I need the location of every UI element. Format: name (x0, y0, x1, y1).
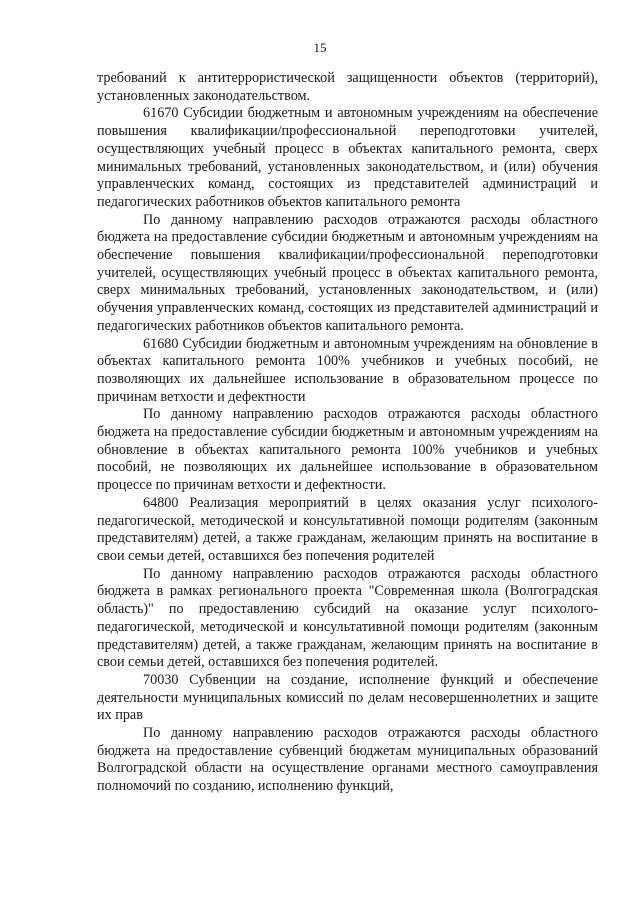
paragraph-61680-heading: 61680 Субсидии бюджетным и автономным учреждениям на обновление в объектах капитального ремонта 100% учебников и учебных пособий, не позволяющих их дальнейшее использование в образовательном процессе по причинам ветхости и дефектности (97, 335, 598, 405)
paragraph-61670-heading: 61670 Субсидии бюджетным и автономным учреждениям на обеспечение повышения квалификации/профессиональной переподготовки учителей, осуществляющих учебный процесс в объектах капитального ремонта, сверх минимальных требований, установленных законодательством, и (или) обучения управленческих команд, состоящих из представителей администраций и педагогических работников объектов капитального ремонта (97, 105, 598, 210)
page-number: 15 (313, 40, 327, 55)
paragraph-61670-description: По данному направлению расходов отражаются расходы областного бюджета на предоставление субсидии бюджетным и автономным учреждениям на обеспечение повышения квалификации/профессиональной переподготовки учителей, осуществляющих учебный процесс в объектах капитального ремонта, сверх минимальных требований, установленных законодательством, и (или) обучения управленческих команд, состоящих из представителей администраций и педагогических работников объектов капитального ремонта. (97, 211, 598, 334)
document-body (97, 70, 598, 796)
paragraph-70030-description: По данному направлению расходов отражаются расходы областного бюджета на предоставление субвенций бюджетам муниципальных образований Волгоградской области на осуществление органами местного самоуправления полномочий по созданию, исполнению функций, (97, 725, 598, 795)
paragraph-70030-heading: 70030 Субвенции на создание, исполнение функций и обеспечение деятельности муниципальных комиссий по делам несовершеннолетних и защите их прав (97, 671, 598, 724)
paragraph-64800-heading: 64800 Реализация мероприятий в целях оказания услуг психолого-педагогической, методической и консультативной помощи родителям (законным представителям) детей, а также гражданам, желающим принять на воспитание в свои семьи детей, оставшихся без попечения родителей (97, 494, 598, 564)
paragraph-64800-description: По данному направлению расходов отражаются расходы областного бюджета в рамках регионального проекта "Современная школа (Волгоградская область)" по предоставлению субсидий на оказание услуг психолого-педагогической, методической и консультативной помощи родителям (законным представителям) детей, а также гражданам, желающим принять на воспитание в свои семьи детей, оставшихся без попечения родителей. (97, 565, 598, 671)
paragraph-61680-description: По данному направлению расходов отражаются расходы областного бюджета на предоставление субсидии бюджетным и автономным учреждениям на обновление в объектах капитального ремонта 100% учебников и учебных пособий, не позволяющих их дальнейшее использование в образовательном процессе по причинам ветхости и дефектности. (97, 406, 598, 494)
paragraph-continuation: требований к антитеррористической защищенности объектов (территорий), установленных законодательством. (97, 70, 598, 104)
